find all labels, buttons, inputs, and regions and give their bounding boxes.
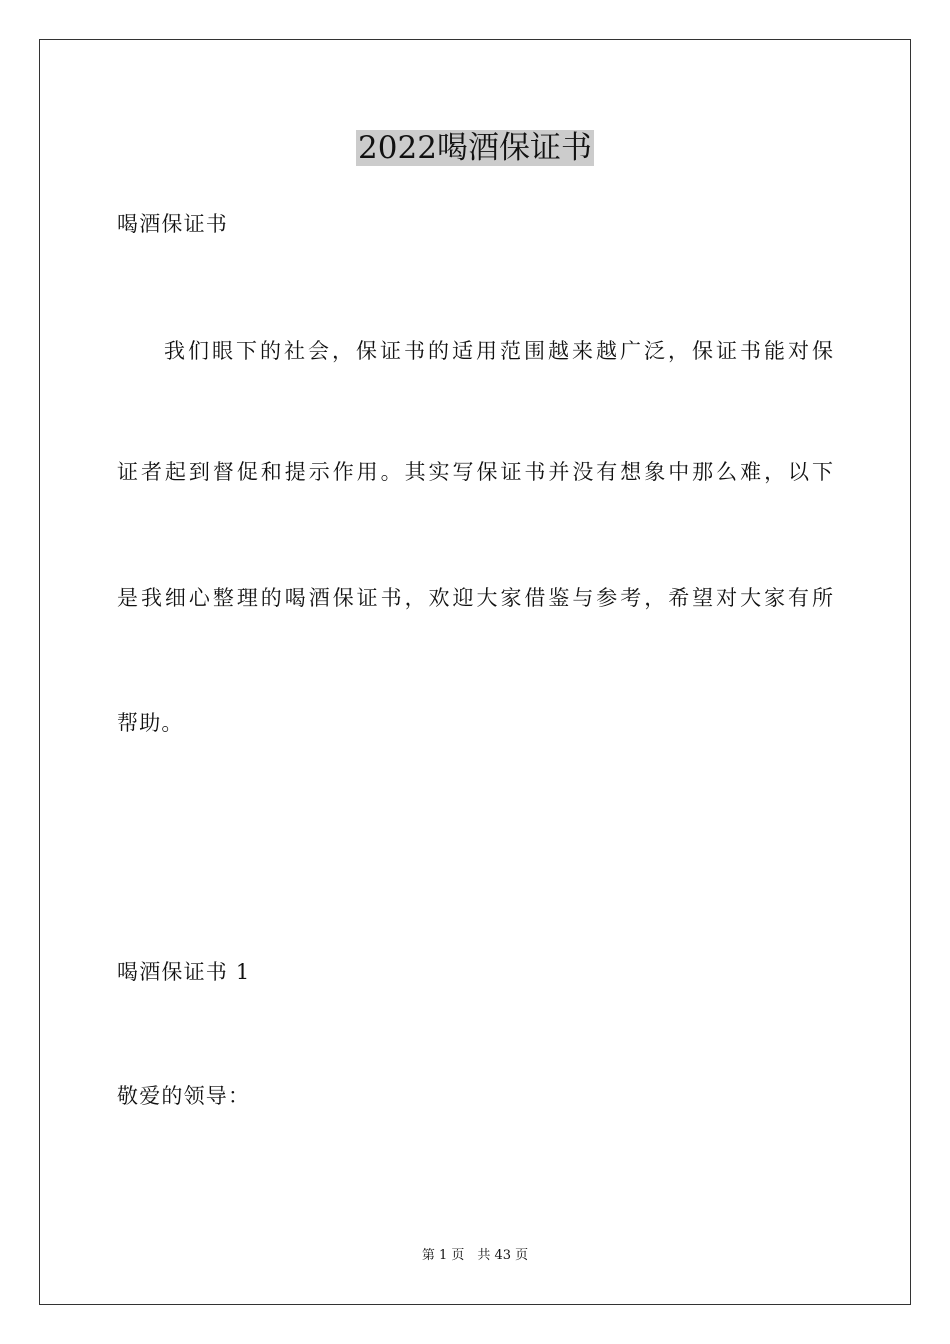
section-heading: 喝酒保证书 1 [117,960,251,984]
intro-line-2: 证者起到督促和提示作用。其实写保证书并没有想象中那么难，以下 [117,460,833,484]
document-title [0,126,950,170]
page-footer: 第 1 页 共 43 页 [421,1248,529,1263]
intro-line-1: 我们眼下的社会，保证书的适用范围越来越广泛，保证书能对保 [164,339,833,363]
document-subtitle: 喝酒保证书 [117,212,228,236]
salutation: 敬爱的领导： [117,1084,251,1108]
document-title-text: 2022喝酒保证书 [358,130,592,166]
intro-line-4: 帮助。 [117,711,184,735]
intro-line-3: 是我细心整理的喝酒保证书，欢迎大家借鉴与参考，希望对大家有所 [117,586,833,610]
